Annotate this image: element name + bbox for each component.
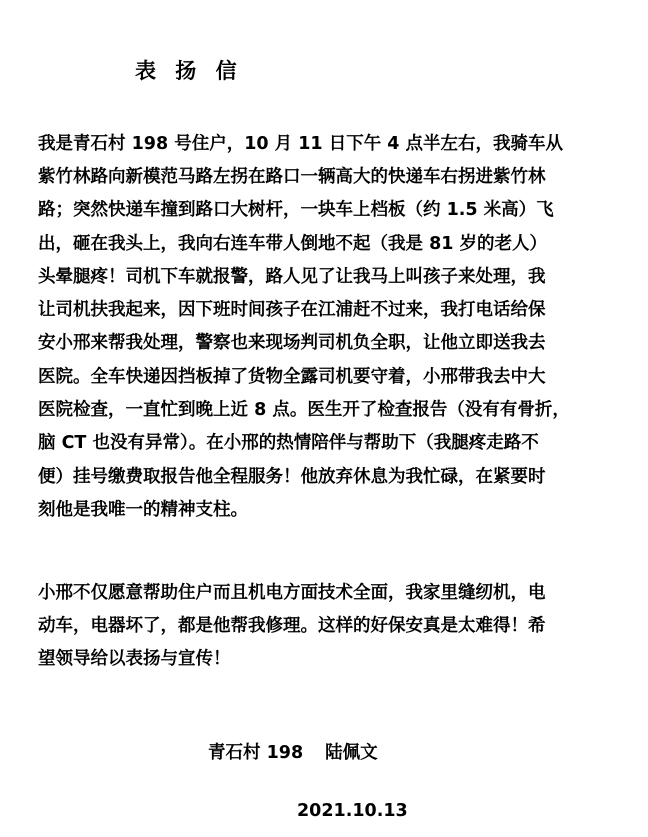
paragraph-1-line-6: 让司机扶我起来，因下班时间孩子在江浦赶不过来，我打电话给保 (38, 300, 546, 320)
paragraph-1-line-9: 医院检查，一直忙到晚上近 8 点。医生开了检查报告（没有有骨折， (38, 400, 570, 420)
paragraph-1-line-10: 脑 CT 也没有异常）。在小邢的热情陪伴与帮助下（我腿疼走路不 (38, 433, 539, 453)
paragraph-1-line-1: 我是青石村 198 号住户，10 月 11 日下午 4 点半左右，我骑车从 (38, 134, 564, 154)
paragraph-1-line-11: 便）挂号缴费取报告他全程服务！他放弃休息为我忙碌，在紧要时 (38, 467, 546, 487)
paragraph-1-line-8: 医院。全车快递因挡板掉了货物全露司机要守着，小邢带我去中大 (38, 367, 546, 387)
signature (208, 742, 378, 764)
paragraph-2-line-3: 望领导给以表扬与宣传！ (38, 649, 231, 669)
paragraph-1-line-5: 头晕腿疼！司机下车就报警，路人见了让我马上叫孩子来处理，我 (38, 267, 546, 287)
paragraph-2-line-1: 小邢不仅愿意帮助住户而且机电方面技术全面，我家里缝纫机，电 (38, 583, 546, 603)
paragraph-1-line-7: 安小邢来帮我处理，警察也来现场判司机负全职，让他立即送我去 (38, 333, 546, 353)
letter-title: 表 扬 信 (135, 59, 243, 83)
paragraph-1-line-3: 路；突然快递车撞到路口大树杆，一块车上档板（约 1.5 米高）飞 (38, 200, 554, 220)
paragraph-1-line-2: 紫竹林路向新模范马路左拐在路口一辆高大的快递车右拐进紫竹林 (38, 167, 546, 187)
paragraph-1-line-12: 刻他是我唯一的精神支柱。 (38, 500, 248, 520)
paragraph-2-line-2: 动车，电器坏了，都是他帮我修理。这样的好保安真是太难得！希 (38, 616, 546, 636)
signature-address: 青石村 198 (208, 743, 304, 763)
signature-name: 陆佩文 (325, 743, 378, 763)
letter-date: 2021.10.13 (297, 801, 408, 821)
paragraph-1-line-4: 出，砸在我头上，我向右连车带人倒地不起（我是 81 岁的老人） (38, 234, 548, 254)
